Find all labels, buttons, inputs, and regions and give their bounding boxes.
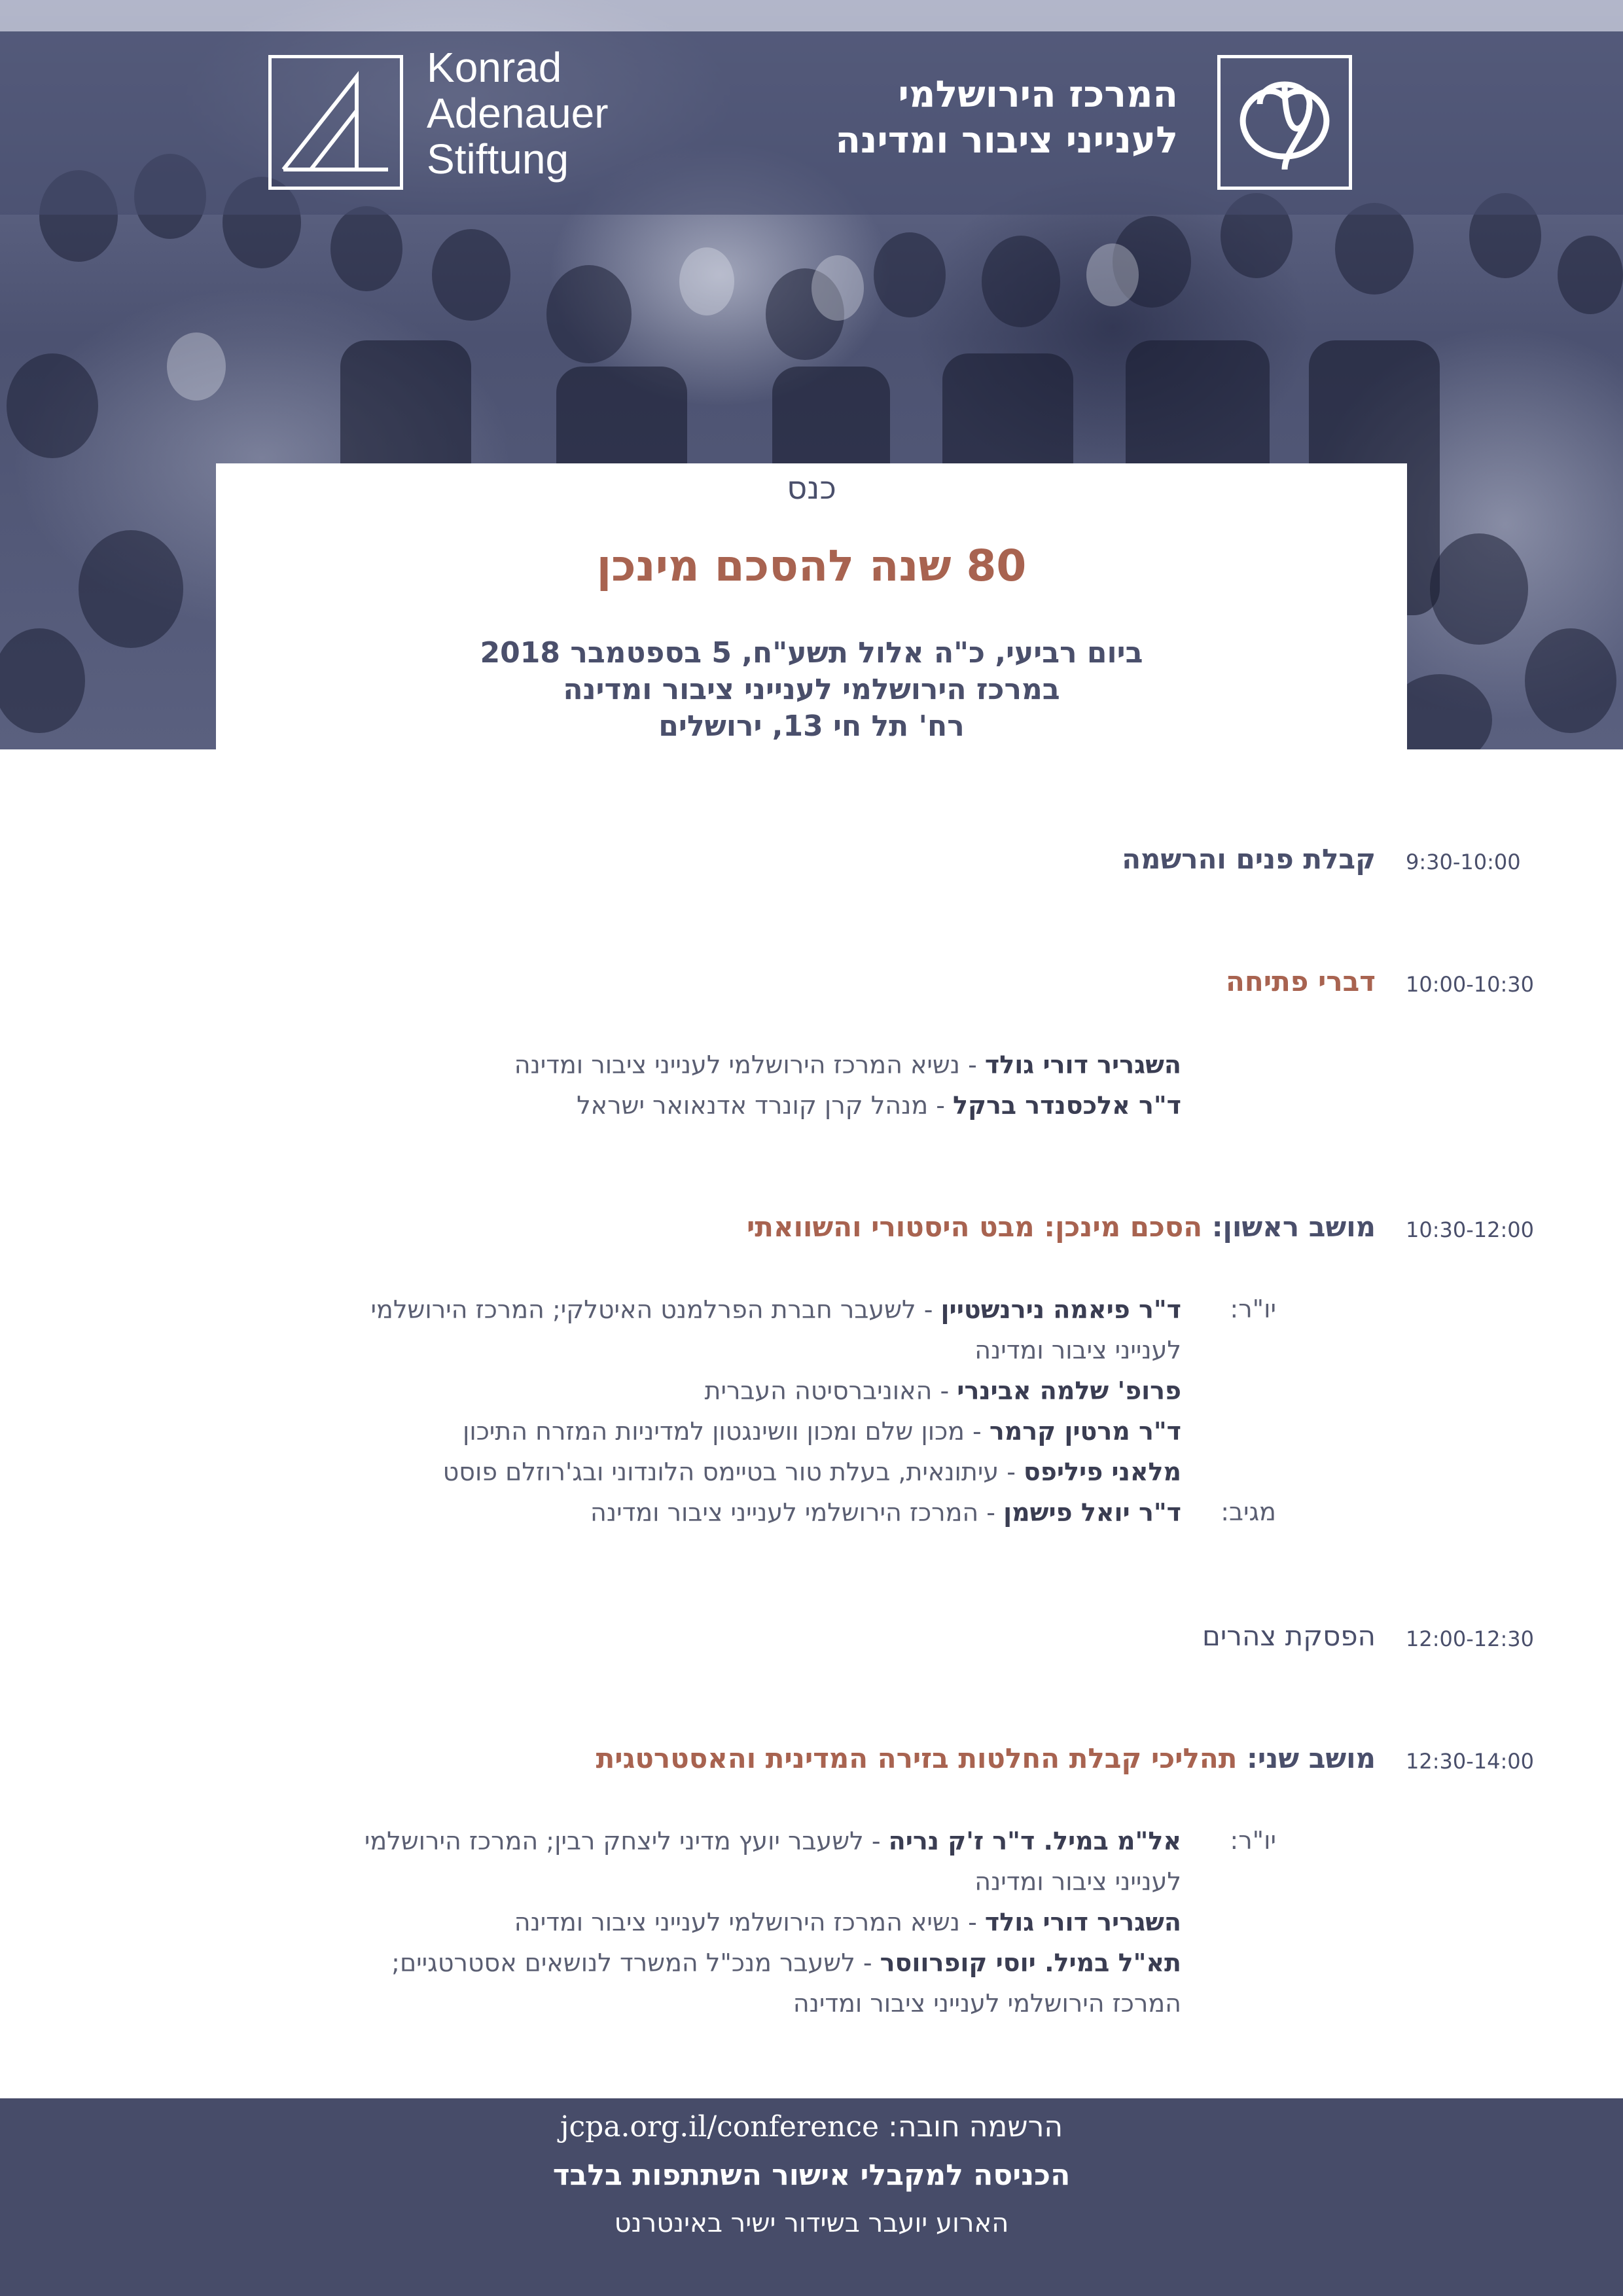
- speaker-name: השגריר דורי גולד: [984, 1908, 1181, 1937]
- session-time: 10:00-10:30: [1406, 972, 1534, 997]
- session-title: דברי פתיחה: [1226, 965, 1376, 997]
- speaker: [330, 1371, 1181, 1411]
- session-prefix: מושב שני:: [1237, 1742, 1376, 1774]
- session-topic: תהליכי קבלת החלטות בזירה המדינית והאסטרטגית: [596, 1742, 1238, 1774]
- event-title: 80 שנה להסכם מינכן: [596, 541, 1027, 591]
- speaker-desc: - לשעבר מנכ"ל המשרד לנושאים אסטרטגיים; המרכז הירושלמי לענייני ציבור ומדינה: [391, 1948, 1181, 2018]
- session-title: [596, 1742, 1376, 1774]
- trefoil-knot-icon: [1217, 55, 1352, 190]
- title-panel: [216, 463, 1407, 749]
- broadcast-note: הארוע יועבר בשידור ישיר באינטרנט: [614, 2208, 1009, 2238]
- kas-monogram-icon: [268, 55, 403, 190]
- kas-logo-text: [427, 45, 609, 182]
- chair-label: יו"ר:: [1230, 1826, 1276, 1855]
- event-date: ביום רביעי, כ"ה אלול תשע"ח, 5 בספטמבר 2018: [480, 636, 1143, 670]
- kas-logo-line: Stiftung: [427, 135, 569, 183]
- session-title: קבלת פנים והרשמה: [1122, 843, 1376, 875]
- entry-note: הכניסה למקבלי אישור השתתפות בלבד: [552, 2159, 1071, 2192]
- speaker-name: מלאני פיליפס: [1024, 1458, 1181, 1486]
- speaker: [330, 1411, 1181, 1452]
- speaker: [330, 1085, 1181, 1126]
- event-info: [216, 635, 1407, 745]
- top-strip: [0, 0, 1623, 31]
- speaker-desc: - מנהל קרן קונרד אדנאואר ישראל: [577, 1091, 954, 1120]
- session-prefix: מושב ראשון:: [1202, 1211, 1376, 1243]
- speaker-desc: - עיתונאית, בעלת טור בטיימס הלונדוני ובג'רוזלם פוסט: [442, 1458, 1024, 1486]
- kas-logo-line: Konrad: [427, 44, 562, 91]
- registration-link[interactable]: jcpa.org.il/conference: [560, 2110, 880, 2144]
- speaker-name: ד"ר פיאמה נירנשטיין: [940, 1295, 1181, 1324]
- speaker: [330, 1902, 1181, 1943]
- speaker: [330, 1452, 1181, 1492]
- registration-line: [0, 2110, 1623, 2144]
- header-band: [0, 31, 1623, 215]
- session-time: 10:30-12:00: [1406, 1217, 1534, 1242]
- speaker-list: [330, 1045, 1181, 1126]
- speaker-desc: - האוניברסיטה העברית: [704, 1376, 957, 1405]
- speaker: [330, 1289, 1181, 1371]
- speaker-name: ד"ר אלכסנדר ברקל: [953, 1091, 1181, 1120]
- speaker-name: תא"ל במיל. יוסי קופרווסר: [880, 1948, 1181, 1977]
- speaker-list: [330, 1289, 1181, 1533]
- speaker-name: פרופ' שלמה אבינרי: [957, 1376, 1181, 1405]
- jcpa-logo-line: לענייני ציבור ומדינה: [835, 119, 1178, 162]
- session-time: 9:30-10:00: [1406, 850, 1521, 874]
- chair-label: יו"ר:: [1230, 1295, 1276, 1323]
- speaker-desc: - לשעבר יועץ מדיני ליצחק רבין; המרכז הירושלמי לענייני ציבור ומדינה: [364, 1827, 1181, 1896]
- speaker: [330, 1492, 1181, 1533]
- jcpa-logo-text: [835, 72, 1178, 164]
- event-address: רח' תל חי 13, ירושלים: [658, 709, 965, 743]
- session-title: הפסקת צהרים: [1202, 1620, 1376, 1652]
- session-topic: הסכם מינכן: מבט היסטורי והשוואתי: [746, 1211, 1203, 1243]
- speaker-desc: - נשיא המרכז הירושלמי לענייני ציבור ומדינה: [514, 1908, 985, 1937]
- kas-logo-line: Adenauer: [427, 90, 609, 137]
- session-title: [747, 1211, 1376, 1243]
- speaker-list: [330, 1821, 1181, 2024]
- session-time: 12:30-14:00: [1406, 1749, 1534, 1774]
- footer: [0, 2098, 1623, 2296]
- speaker-desc: - נשיא המרכז הירושלמי לענייני ציבור ומדינה: [514, 1050, 985, 1079]
- registration-label: הרשמה חובה:: [888, 2110, 1063, 2144]
- event-label: כנס: [787, 470, 836, 507]
- speaker-name: ד"ר מרטין קרמר: [989, 1417, 1181, 1446]
- speaker: [330, 1045, 1181, 1085]
- speaker-desc: - המרכז הירושלמי לענייני ציבור ומדינה: [590, 1498, 1004, 1527]
- speaker-name: אל"מ במיל. ד"ר ז'ק נריה: [888, 1827, 1181, 1856]
- session-time: 12:00-12:30: [1406, 1626, 1534, 1651]
- speaker: [330, 1943, 1181, 2024]
- moderator-label: מגיב:: [1221, 1498, 1276, 1526]
- jcpa-logo-line: המרכז הירושלמי: [898, 73, 1178, 116]
- speaker-desc: - לשעבר חברת הפרלמנט האיטלקי; המרכז הירושלמי לענייני ציבור ומדינה: [370, 1295, 1181, 1365]
- speaker-desc: - מכון שלם ומכון וושינגטון למדיניות המזרח התיכון: [462, 1417, 990, 1446]
- speaker-name: ד"ר יואל פישמן: [1003, 1498, 1181, 1527]
- speaker: [330, 1821, 1181, 1902]
- speaker-name: השגריר דורי גולד: [984, 1050, 1181, 1079]
- hero-photo: [0, 0, 1623, 749]
- event-venue: במרכז הירושלמי לענייני ציבור ומדינה: [563, 673, 1060, 706]
